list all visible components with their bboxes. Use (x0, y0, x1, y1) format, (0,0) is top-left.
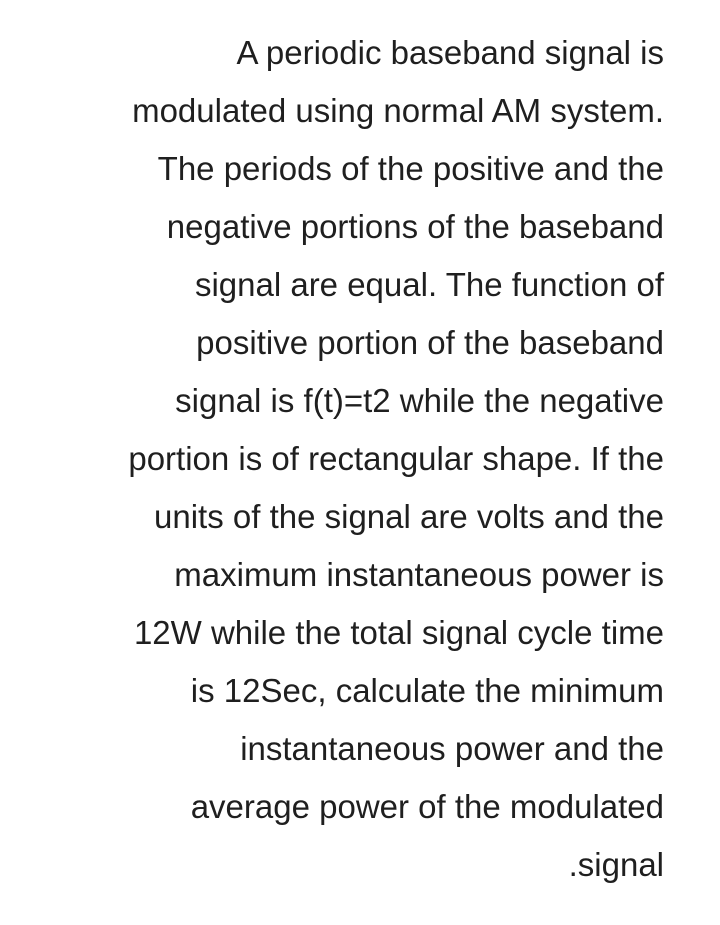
text-line: modulated using normal AM system. (132, 92, 664, 129)
text-line: portion is of rectangular shape. If the (128, 440, 664, 477)
text-line: is 12Sec, calculate the minimum (190, 672, 664, 709)
text-line: negative portions of the baseband (166, 208, 664, 245)
text-line: .signal (568, 846, 664, 883)
text-line: average power of the modulated (190, 788, 664, 825)
text-line: instantaneous power and the (240, 730, 664, 767)
text-line: units of the signal are volts and the (154, 498, 664, 535)
text-line: signal is f(t)=t2 while the negative (175, 382, 664, 419)
problem-text (4, 24, 664, 894)
text-line: maximum instantaneous power is (174, 556, 664, 593)
text-line: A periodic baseband signal is (236, 34, 664, 71)
text-line: positive portion of the baseband (196, 324, 664, 361)
text-line: signal are equal. The function of (194, 266, 664, 303)
text-line: 12W while the total signal cycle time (133, 614, 664, 651)
text-line: The periods of the positive and the (157, 150, 664, 187)
